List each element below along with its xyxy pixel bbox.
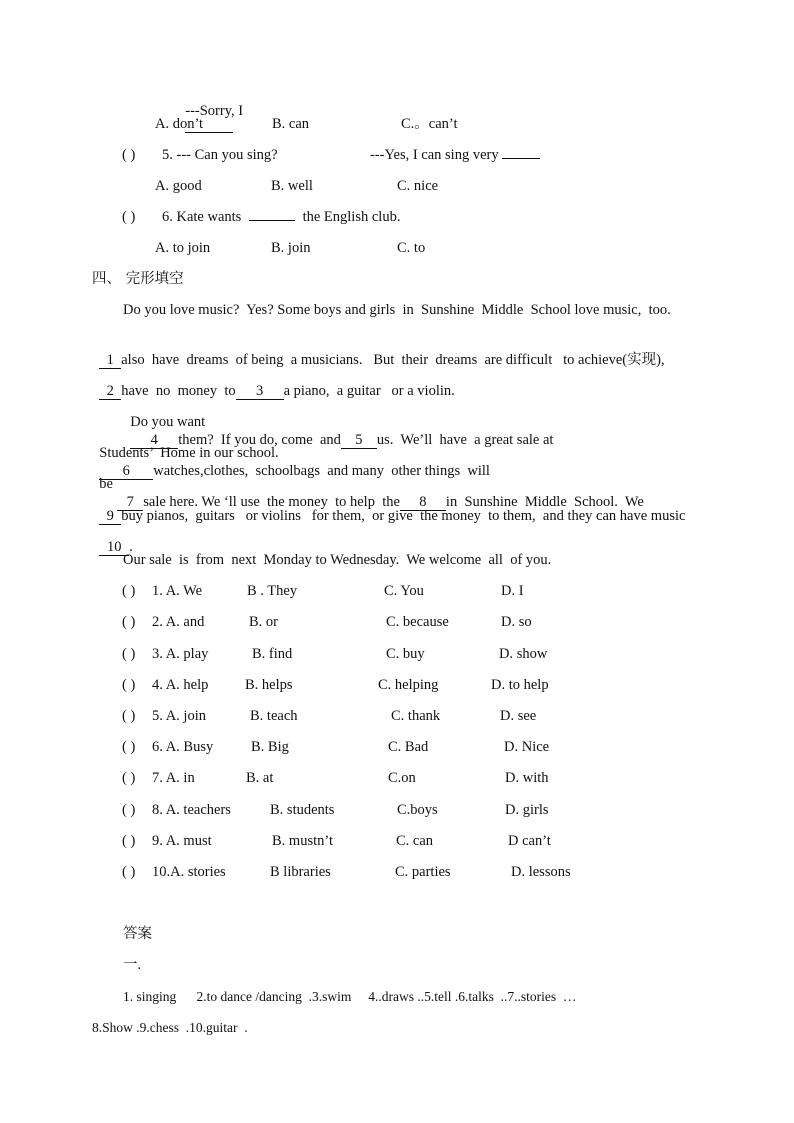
- option-c: C. can: [396, 833, 434, 849]
- option-b: B . They: [247, 583, 298, 599]
- passage-text: Students’ Home in our school.: [99, 445, 279, 461]
- option-a: 9. A. must: [152, 833, 212, 849]
- answer-paren: ( ): [122, 708, 136, 724]
- cloze-blank: 6: [99, 463, 153, 480]
- option-d: D. see: [500, 708, 537, 724]
- option-a: A. to join: [155, 240, 211, 256]
- q6-post: the English club.: [302, 209, 401, 225]
- answer-paren: ( ): [122, 677, 136, 693]
- q6-pre: 6. Kate wants: [162, 209, 242, 225]
- option-a: 5. A. join: [152, 708, 206, 724]
- option-c: C.boys: [397, 802, 438, 818]
- option-a: 2. A. and: [152, 614, 205, 630]
- passage-text: us. We’ll have a great sale at: [376, 432, 554, 448]
- option-c: C. Bad: [388, 739, 429, 755]
- option-a: 8. A. teachers: [152, 802, 231, 818]
- passage-text: them? If you do, come and: [178, 432, 341, 448]
- option-b: B. mustn’t: [272, 833, 333, 849]
- question-text: 5. --- Can you sing?: [162, 147, 278, 163]
- answer-paren: ( ): [122, 802, 136, 818]
- answer-paren: ( ): [122, 833, 136, 849]
- option-d: D. I: [501, 583, 524, 599]
- option-d: D. lessons: [511, 864, 571, 880]
- option-c: C.。can’t: [401, 116, 458, 132]
- option-a: 7. A. in: [152, 770, 195, 786]
- option-b: B. Big: [251, 739, 289, 755]
- answer-blank: [249, 220, 295, 221]
- cloze-blank: 1: [99, 352, 121, 369]
- answers-line: 8.Show .9.chess .10.guitar .: [92, 1020, 248, 1035]
- option-b: B. can: [272, 116, 310, 132]
- option-a: A. good: [155, 178, 202, 194]
- reply-line: [370, 146, 540, 164]
- option-d: D. girls: [505, 802, 549, 818]
- cloze-blank: 4: [130, 432, 178, 449]
- question-text: [162, 208, 400, 226]
- option-d: D. show: [499, 646, 548, 662]
- passage-text: sale here. We ‘ll use the money to help the: [143, 494, 400, 510]
- option-b: B. students: [270, 802, 335, 818]
- option-c: C. buy: [386, 646, 425, 662]
- option-a: A. don’t: [155, 116, 204, 132]
- option-b: B. find: [252, 646, 293, 662]
- passage-text: .: [129, 539, 133, 555]
- option-a: 10.A. stories: [152, 864, 226, 880]
- answer-blank: [502, 158, 540, 159]
- option-a: 6. A. Busy: [152, 739, 214, 755]
- passage-text: buy pianos, guitars or violins for them, or give the money to them, and they can have music: [121, 508, 686, 524]
- option-b: B. join: [271, 240, 311, 256]
- option-c: C. You: [384, 583, 424, 599]
- option-d: D. Nice: [504, 739, 550, 755]
- answer-paren: ( ): [122, 209, 136, 225]
- passage-line: Do you love music? Yes? Some boys and girls in Sunshine Middle School love music, too.: [123, 302, 671, 318]
- passage-line: Our sale is from next Monday to Wednesday. We welcome all of you.: [123, 552, 552, 568]
- answers-subheading: 一.: [123, 957, 142, 973]
- cloze-blank: 3: [236, 383, 284, 400]
- passage-text: Do you want: [130, 414, 206, 430]
- passage-line: [92, 489, 685, 525]
- option-b: B. or: [249, 614, 278, 630]
- reply-text: ---Yes, I can sing very: [370, 147, 499, 163]
- cloze-blank: 8: [400, 494, 446, 511]
- section-heading: 四、 完形填空: [92, 271, 184, 287]
- passage-text: a piano, a guitar or a violin.: [283, 383, 455, 399]
- answer-paren: ( ): [122, 770, 136, 786]
- passage-text: watches,clothes, schoolbags and many other things will: [153, 463, 490, 479]
- passage-text: have no money to: [121, 383, 236, 399]
- option-c: C.on: [388, 770, 416, 786]
- passage-text: in Sunshine Middle School. We: [445, 494, 644, 510]
- passage-text: also have dreams of being a musicians. But their dreams are difficult to achieve(实现),: [121, 352, 665, 368]
- answer-paren: ( ): [122, 739, 136, 755]
- cloze-blank: 2: [99, 383, 121, 400]
- answer-paren: ( ): [122, 614, 136, 630]
- option-b: B. well: [271, 178, 313, 194]
- option-c: C. nice: [397, 178, 439, 194]
- option-b: B. teach: [250, 708, 298, 724]
- option-c: C. parties: [395, 864, 451, 880]
- sorry-text: ---Sorry, I: [185, 103, 244, 119]
- option-b: B. at: [246, 770, 274, 786]
- option-d: D. to help: [491, 677, 549, 693]
- option-d: D can’t: [508, 833, 551, 849]
- option-b: B. helps: [245, 677, 293, 693]
- answers-line: 1. singing 2.to dance /dancing .3.swim 4..draws ..5.tell .6.talks ..7..stories …: [123, 989, 577, 1004]
- option-a: 3. A. play: [152, 646, 209, 662]
- answers-heading: 答案: [123, 926, 152, 942]
- passage-text: be: [99, 476, 113, 492]
- option-d: D. so: [501, 614, 532, 630]
- answer-paren: ( ): [122, 864, 136, 880]
- option-c: C. because: [386, 614, 449, 630]
- answer-paren: ( ): [122, 147, 136, 163]
- option-c: C. to: [397, 240, 426, 256]
- option-b: B libraries: [270, 864, 331, 880]
- option-d: D. with: [505, 770, 549, 786]
- answer-paren: ( ): [122, 646, 136, 662]
- cloze-blank: 7: [117, 494, 143, 511]
- option-a: 4. A. help: [152, 677, 209, 693]
- option-a: 1. A. We: [152, 583, 203, 599]
- answer-paren: ( ): [122, 583, 136, 599]
- cloze-blank: 5: [341, 432, 377, 449]
- option-c: C. thank: [391, 708, 441, 724]
- cloze-blank: 9: [99, 508, 121, 525]
- cloze-blank: 10: [99, 539, 129, 556]
- option-c: C. helping: [378, 677, 439, 693]
